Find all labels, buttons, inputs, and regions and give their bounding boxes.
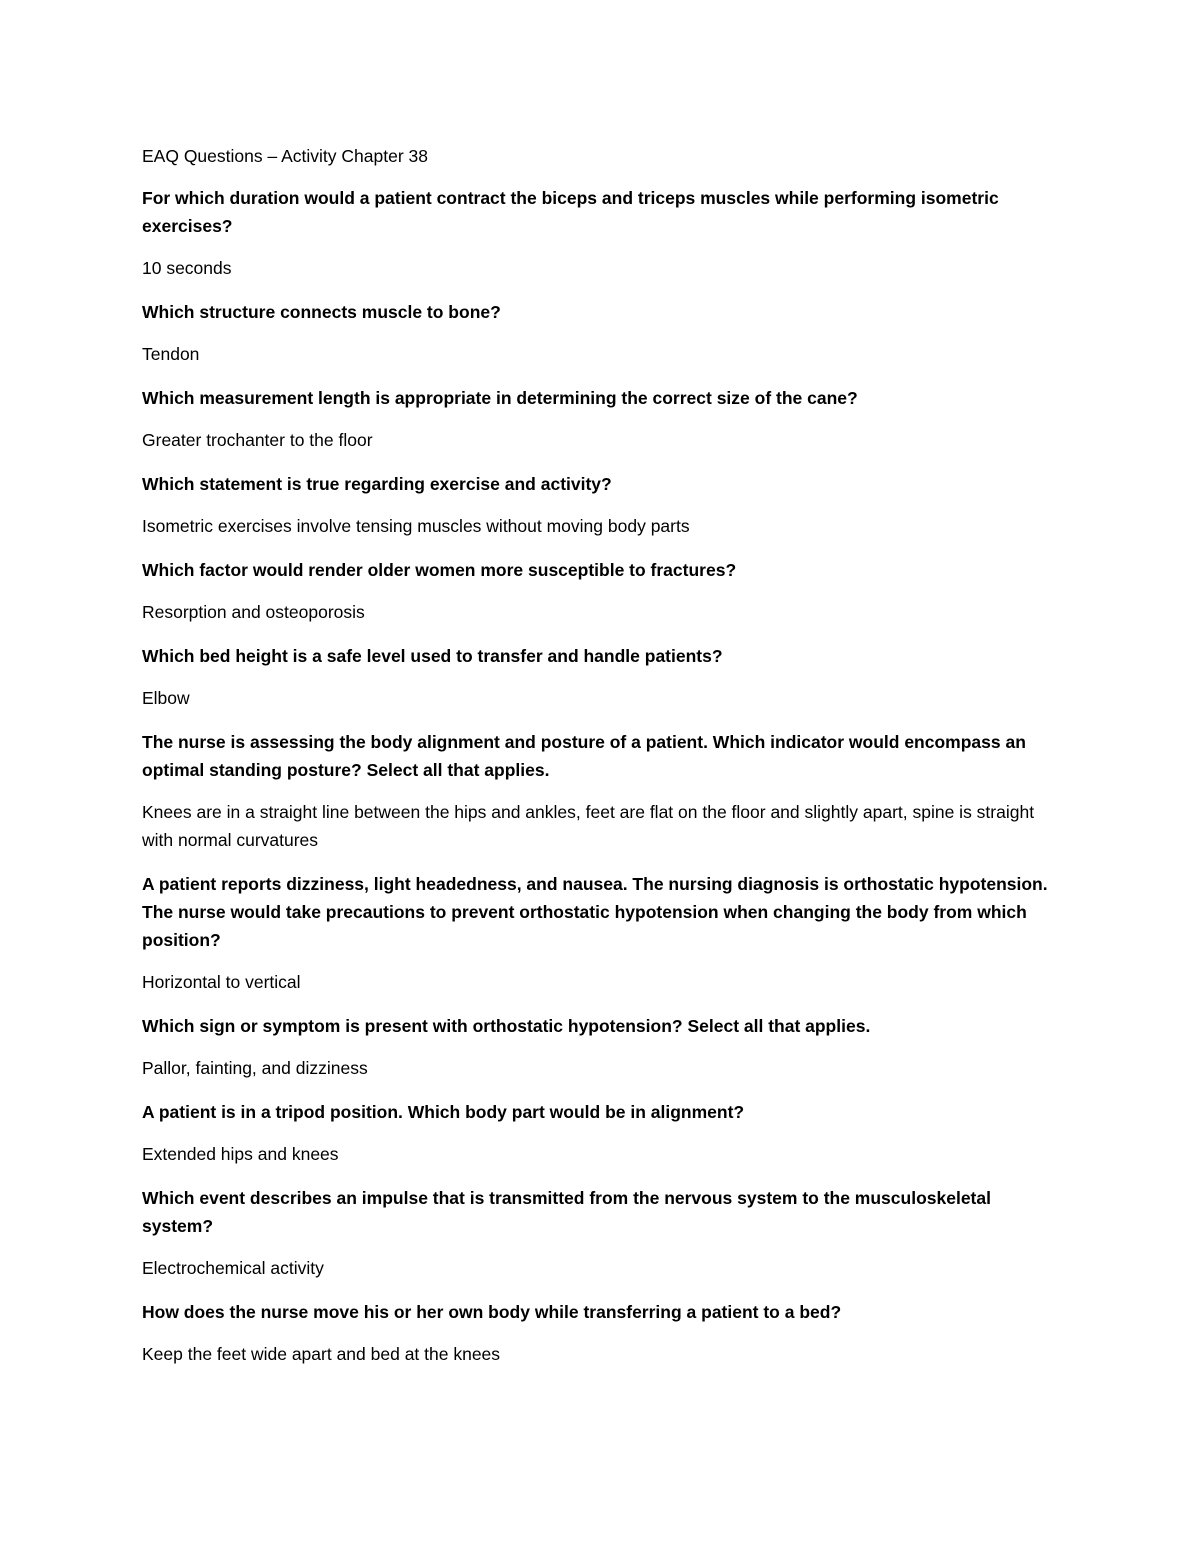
question-text: Which statement is true regarding exercise and activity? xyxy=(142,474,612,494)
question-text: The nurse is assessing the body alignment and posture of a patient. Which indicator would encompass an optimal standing posture? Select all that applies. xyxy=(142,732,1026,780)
qa-item xyxy=(142,556,1062,626)
answer-text: Electrochemical activity xyxy=(142,1258,324,1278)
answer-text: Pallor, fainting, and dizziness xyxy=(142,1058,368,1078)
question-text: For which duration would a patient contract the biceps and triceps muscles while performing isometric exercises? xyxy=(142,188,999,236)
question-text: Which structure connects muscle to bone? xyxy=(142,302,501,322)
qa-item xyxy=(142,1298,1062,1368)
document-title: EAQ Questions – Activity Chapter 38 xyxy=(142,146,428,166)
answer-text: Horizontal to vertical xyxy=(142,972,301,992)
answer-text: Greater trochanter to the floor xyxy=(142,430,373,450)
qa-item xyxy=(142,184,1062,282)
question-text: Which measurement length is appropriate in determining the correct size of the cane? xyxy=(142,388,858,408)
answer-text: Tendon xyxy=(142,344,200,364)
qa-item xyxy=(142,384,1062,454)
qa-item xyxy=(142,1012,1062,1082)
qa-item xyxy=(142,298,1062,368)
question-text: How does the nurse move his or her own body while transferring a patient to a bed? xyxy=(142,1302,842,1322)
question-text: Which event describes an impulse that is transmitted from the nervous system to the musculoskeletal system? xyxy=(142,1188,991,1236)
answer-text: Elbow xyxy=(142,688,190,708)
question-text: A patient is in a tripod position. Which body part would be in alignment? xyxy=(142,1102,745,1122)
qa-item xyxy=(142,470,1062,540)
question-text: Which factor would render older women more susceptible to fractures? xyxy=(142,560,737,580)
answer-text: Knees are in a straight line between the hips and ankles, feet are flat on the floor and slightly apart, spine is straight with normal curvatures xyxy=(142,802,1035,850)
document-content xyxy=(142,142,1062,1384)
answer-text: 10 seconds xyxy=(142,258,232,278)
qa-item xyxy=(142,642,1062,712)
qa-item xyxy=(142,1184,1062,1282)
answer-text: Resorption and osteoporosis xyxy=(142,602,365,622)
question-text: Which bed height is a safe level used to transfer and handle patients? xyxy=(142,646,723,666)
answer-text: Keep the feet wide apart and bed at the knees xyxy=(142,1344,501,1364)
question-text: Which sign or symptom is present with orthostatic hypotension? Select all that applies. xyxy=(142,1016,871,1036)
qa-item xyxy=(142,1098,1062,1168)
answer-text: Extended hips and knees xyxy=(142,1144,339,1164)
question-text: A patient reports dizziness, light headedness, and nausea. The nursing diagnosis is orthostatic hypotension. The nurse would take precautions to prevent orthostatic hypotension when changing the body from which position? xyxy=(142,874,1048,950)
qa-item xyxy=(142,870,1062,996)
answer-text: Isometric exercises involve tensing muscles without moving body parts xyxy=(142,516,690,536)
qa-item xyxy=(142,728,1062,854)
